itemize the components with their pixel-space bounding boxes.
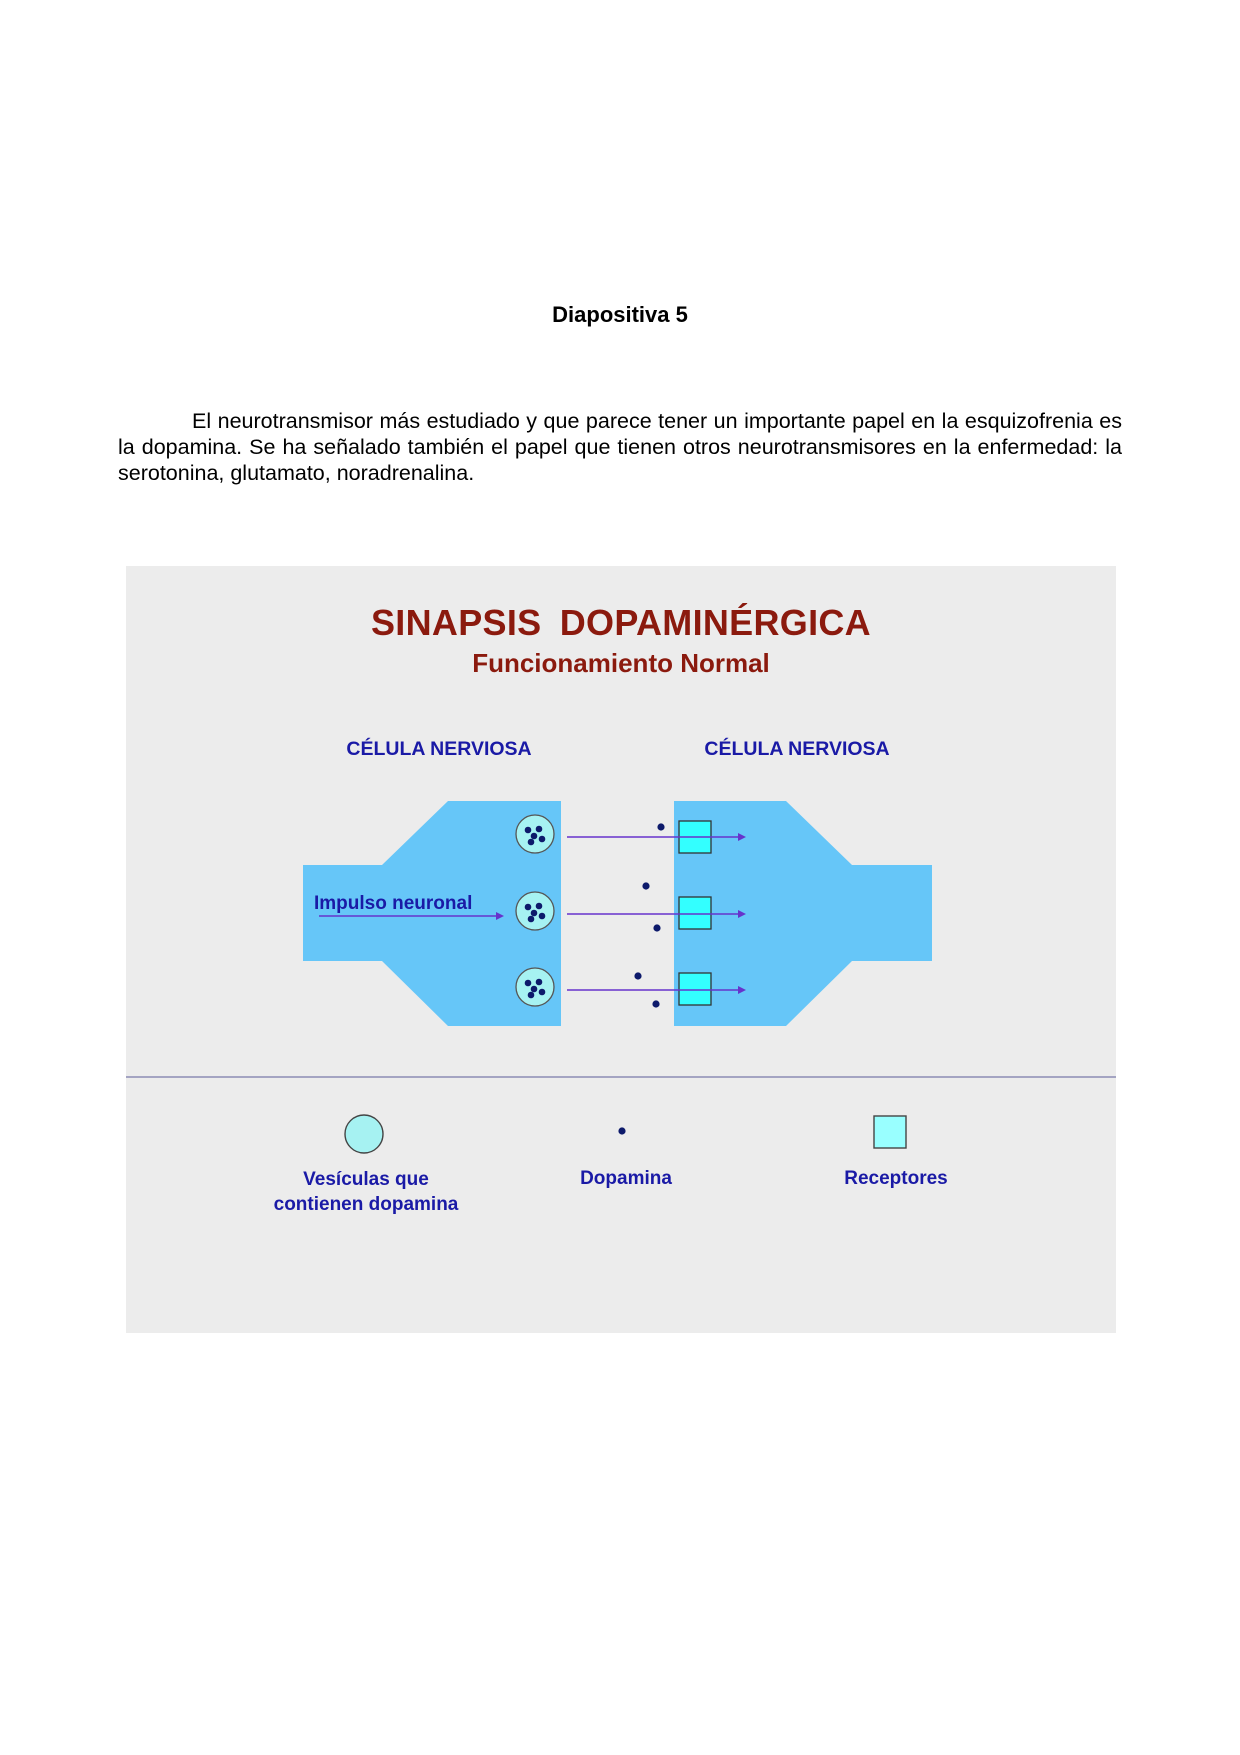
document-title: Diapositiva 5 bbox=[552, 302, 688, 327]
cell-label-left: CÉLULA NERVIOSA bbox=[346, 738, 532, 760]
legend-dopamine-label: Dopamina bbox=[580, 1168, 672, 1189]
legend-receptors-label: Receptores bbox=[844, 1168, 948, 1189]
synapse-diagram bbox=[126, 566, 1116, 1333]
dopamine-molecule bbox=[652, 1000, 659, 1007]
legend-vesicles-line1: Vesículas que bbox=[303, 1169, 429, 1190]
dopamine-molecule bbox=[642, 882, 649, 889]
slide-subtitle: Funcionamiento Normal bbox=[472, 648, 770, 678]
dopamine-molecule bbox=[634, 972, 641, 979]
receptor bbox=[679, 897, 711, 929]
slide-title: SINAPSIS DOPAMINÉRGICA bbox=[371, 602, 871, 643]
dopamine-molecule bbox=[657, 823, 664, 830]
document-paragraph: El neurotransmisor más estudiado y que parece tener un importante papel en la esquizofrenia es la dopamina. Se ha señalado también el papel que tienen otros neurotransmisores en la enfermedad: la serotonina, glutamato, noradrenalina. bbox=[118, 409, 1122, 485]
vesicle bbox=[516, 892, 554, 930]
legend-dopamine-icon bbox=[618, 1127, 625, 1134]
slide-image bbox=[126, 566, 1116, 1333]
vesicle bbox=[516, 968, 554, 1006]
legend-vesicles-line2: contienen dopamina bbox=[273, 1194, 459, 1215]
impulse-label: Impulso neuronal bbox=[314, 893, 473, 914]
cell-label-right: CÉLULA NERVIOSA bbox=[704, 738, 890, 760]
receptor bbox=[679, 973, 711, 1005]
dopamine-molecule bbox=[653, 924, 660, 931]
legend-receptor-icon bbox=[874, 1116, 906, 1148]
vesicle bbox=[516, 815, 554, 853]
legend-vesicles-label bbox=[236, 1167, 496, 1217]
legend-vesicle-icon bbox=[345, 1115, 383, 1153]
